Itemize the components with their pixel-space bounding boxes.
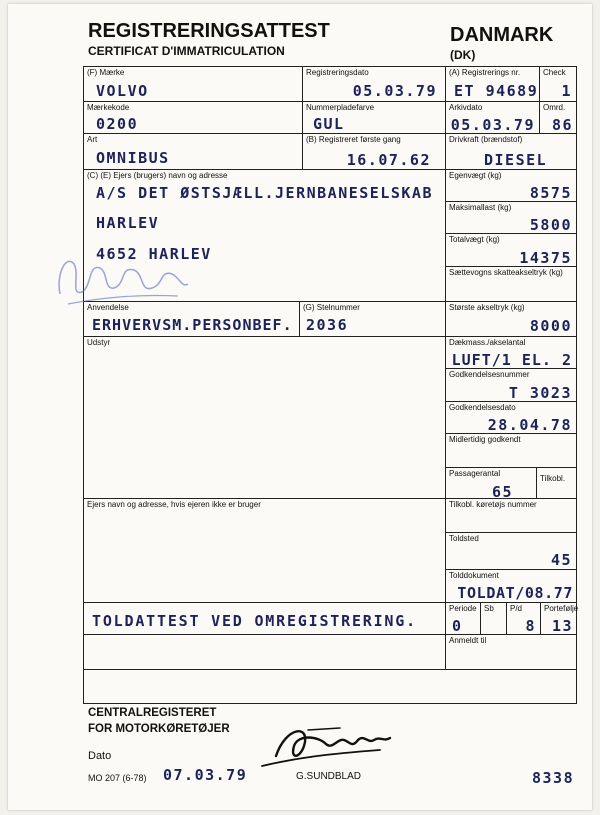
field-value: DIESEL <box>484 151 548 169</box>
field-akseltryk <box>445 301 577 337</box>
field-label: Sættevogns skatteakseltryk (kg) <box>449 268 563 277</box>
field-omrd <box>539 101 577 134</box>
field-tolddokument <box>445 569 577 603</box>
field-drivkraft <box>445 133 577 170</box>
dato-value: 07.03.79 <box>163 766 248 784</box>
field-bemaerkning <box>83 602 446 635</box>
registration-certificate <box>8 4 592 810</box>
field-daek <box>445 336 577 369</box>
field-label: Tilkobl. køretøjs nummer <box>449 500 537 509</box>
field-label: Art <box>87 135 98 144</box>
field-label: Passagerantal <box>449 469 501 478</box>
field-label: (F) Mærke <box>87 68 125 77</box>
owner-name: A/S DET ØSTSJÆLL.JERNBANESELSKAB <box>96 184 433 202</box>
document-title: REGISTRERINGSATTEST <box>88 20 330 42</box>
field-label: (B) Registreret første gang <box>306 135 401 144</box>
field-portefolje <box>540 602 577 635</box>
country-name: DANMARK <box>450 24 554 46</box>
field-nummerpladefarve <box>302 101 446 134</box>
field-label: Drivkraft (brændstof) <box>449 135 523 144</box>
field-value: GUL <box>313 115 345 133</box>
field-label: Udstyr <box>87 338 111 347</box>
field-value: TOLDAT/08.77 <box>457 584 573 602</box>
field-label: Maksimallast (kg) <box>449 203 512 212</box>
field-label: Sb <box>484 604 494 613</box>
field-sb <box>480 602 507 635</box>
field-label: Check <box>543 68 566 77</box>
field-value: 28.04.78 <box>487 416 572 434</box>
field-label: Anmeldt til <box>449 636 487 645</box>
field-value: T 3023 <box>508 384 572 402</box>
owner-city: 4652 HARLEV <box>96 245 212 263</box>
field-label: Omrd. <box>543 103 566 112</box>
field-totalvaegt <box>445 233 577 267</box>
field-forste-gang <box>302 133 446 170</box>
field-value: 14375 <box>519 249 572 267</box>
field-godkendelsesdato <box>445 401 577 434</box>
field-label: Godkendelsesdato <box>449 403 516 412</box>
field-maerke <box>83 66 303 102</box>
field-label: P/d <box>510 604 523 613</box>
field-ejer-ikke-bruger <box>83 498 446 603</box>
field-maksimallast <box>445 201 577 234</box>
field-value: 13 <box>551 617 573 635</box>
field-stelnummer <box>299 301 446 337</box>
field-value: ERHVERVSM.PERSONBEF. <box>92 316 293 334</box>
field-value: 5800 <box>529 216 572 234</box>
field-label: Mærkekode <box>87 103 130 112</box>
field-value: 65 <box>492 483 514 501</box>
field-udstyr <box>83 336 446 499</box>
field-label: Største akseltryk (kg) <box>449 303 525 312</box>
form-code: MO 207 (6-78) <box>88 773 147 783</box>
country-code: (DK) <box>450 48 476 62</box>
field-value: VOLVO <box>96 82 149 100</box>
field-value: LUFT/1 EL. 2 <box>451 351 572 369</box>
blank-field <box>83 669 577 704</box>
field-label: Totalvægt (kg) <box>449 235 500 244</box>
stamp-mark <box>48 234 198 314</box>
issuer-line-2: FOR MOTORKØRETØJER <box>88 723 230 735</box>
field-toldsted <box>445 532 577 570</box>
signature <box>256 716 406 772</box>
field-value: OMNIBUS <box>96 149 170 167</box>
field-label: Periode <box>449 604 477 613</box>
field-midlertidig <box>445 433 577 468</box>
field-registreringsdato <box>302 66 446 102</box>
field-arkivdato <box>445 101 540 134</box>
field-label: Dækmass./akselantal <box>449 338 526 347</box>
field-art <box>83 133 303 170</box>
field-value: 16.07.62 <box>346 151 431 169</box>
field-tilkobl <box>536 467 577 499</box>
field-value: 86 <box>551 116 573 134</box>
field-label: Godkendelsesnummer <box>449 370 530 379</box>
field-label: Portefølje <box>544 604 579 613</box>
field-value: 45 <box>550 551 572 569</box>
owner-street: HARLEV <box>96 214 160 232</box>
field-saettevogn <box>445 266 577 302</box>
field-label: Ejers navn og adresse, hvis ejeren ikke er bruger <box>87 500 261 509</box>
issuer-line-1: CENTRALREGISTERET <box>88 707 217 719</box>
document-number: 8338 <box>532 769 575 787</box>
field-value: 0 <box>452 617 463 635</box>
field-value: TOLDATTEST VED OMREGISTRERING. <box>92 612 417 630</box>
field-pd <box>506 602 541 635</box>
field-value: 8000 <box>529 317 572 335</box>
field-godkendelsesnummer <box>445 368 577 402</box>
field-label: Anvendelse <box>87 303 129 312</box>
dato-label: Dato <box>88 750 112 762</box>
field-periode <box>445 602 481 635</box>
field-label: Egenvægt (kg) <box>449 171 502 180</box>
field-label: (C) (E) Ejers (brugers) navn og adresse <box>87 171 228 180</box>
field-value: 8575 <box>529 184 572 202</box>
field-label: Arkivdato <box>449 103 483 112</box>
field-label: (A) Registrerings nr. <box>449 68 521 77</box>
field-tilkobl-nr <box>445 498 577 533</box>
field-value: 0200 <box>96 115 139 133</box>
field-check <box>539 66 577 102</box>
field-label: Tolddokument <box>449 571 499 580</box>
field-egenvaegt <box>445 169 577 202</box>
field-value: 1 <box>561 82 572 100</box>
field-maerkekode <box>83 101 303 134</box>
field-label: Tilkobl. <box>540 474 566 483</box>
field-value: 2036 <box>306 316 349 334</box>
field-passagerantal <box>445 467 537 499</box>
field-value: 8 <box>525 617 536 635</box>
field-label: Midlertidig godkendt <box>449 435 521 444</box>
field-label: Toldsted <box>449 534 479 543</box>
field-anmeldt <box>445 634 577 670</box>
field-value: 05.03.79 <box>450 116 535 134</box>
field-label: Registreringsdato <box>306 68 369 77</box>
field-value: 05.03.79 <box>352 82 437 100</box>
field-value: ET 94689 <box>454 82 539 100</box>
document-subtitle: CERTIFICAT D'IMMATRICULATION <box>88 44 285 58</box>
blank-field <box>83 634 446 670</box>
field-regnr <box>445 66 540 102</box>
signer-name: G.SUNDBLAD <box>296 771 362 782</box>
field-label: Nummerpladefarve <box>306 103 375 112</box>
field-label: (G) Stelnummer <box>303 303 360 312</box>
